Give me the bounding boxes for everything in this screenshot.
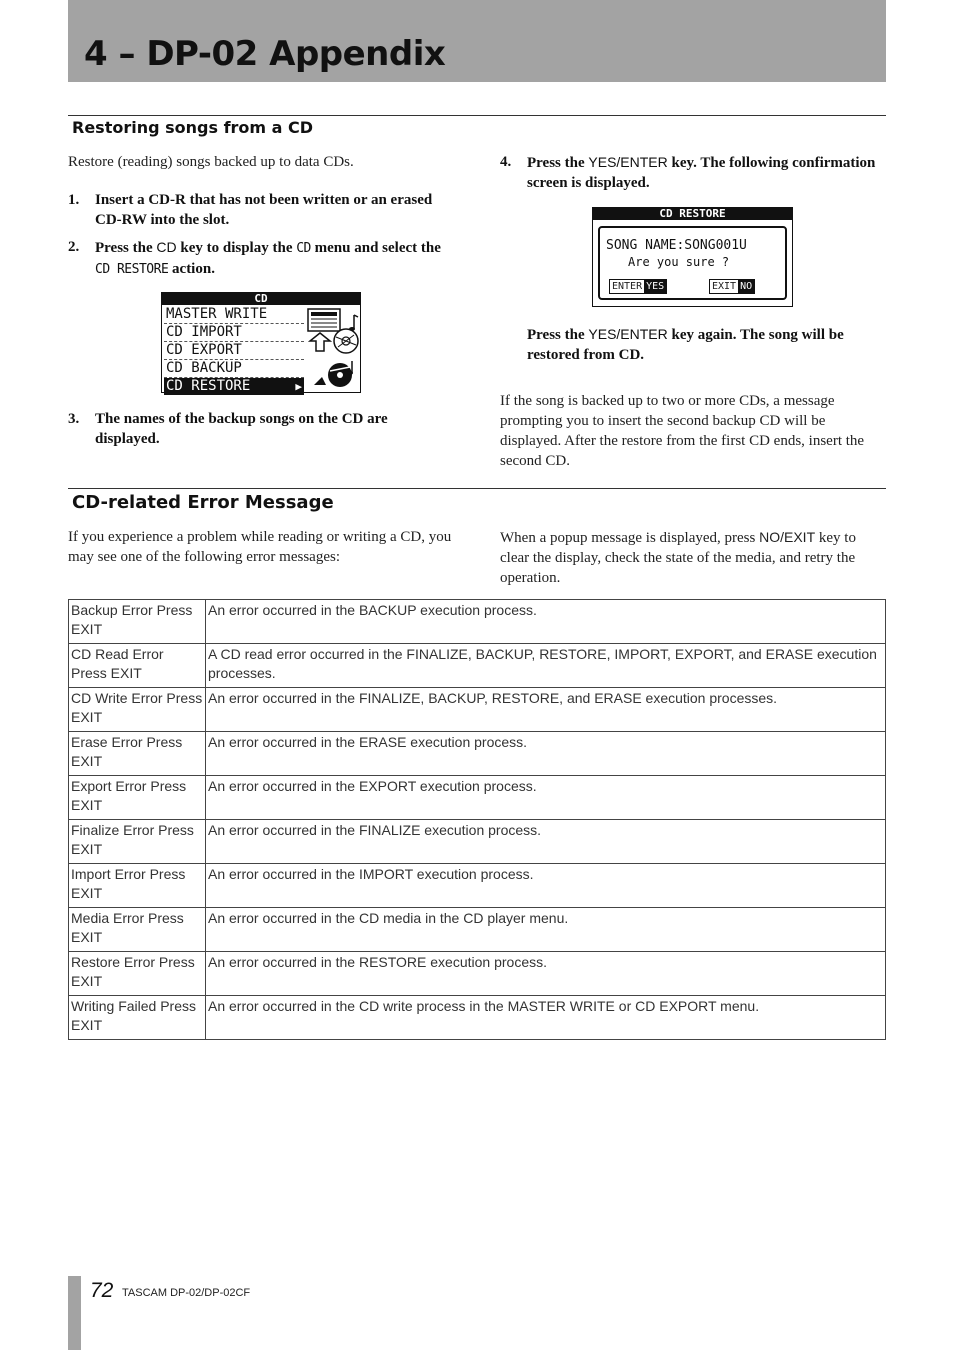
table-row: [69, 688, 886, 732]
lcd-menu-item-selected: [164, 378, 304, 395]
error-description-cell: An error occurred in the CD media in the CD player menu.: [206, 908, 886, 952]
lcd-title: CD RESTORE: [593, 208, 792, 220]
error-name-cell: Erase Error Press EXIT: [69, 732, 206, 776]
error-intro-right: [500, 527, 888, 588]
table-row: [69, 908, 886, 952]
error-name-cell: CD Write Error Press EXIT: [69, 688, 206, 732]
lcd-menu-item-label: CD RESTORE: [166, 378, 251, 394]
restore-intro: Restore (reading) songs backed up to data CDs.: [68, 154, 354, 170]
error-name-cell: CD Read Error Press EXIT: [69, 644, 206, 688]
cd-menu-label: CD: [296, 241, 311, 256]
lcd-button-key: ENTER: [612, 281, 643, 292]
lcd-menu-item: MASTER WRITE: [164, 306, 304, 324]
lcd-button-action: YES: [646, 281, 665, 292]
error-description-cell: An error occurred in the BACKUP execution process.: [206, 600, 886, 644]
lcd-menu-list: [164, 306, 304, 395]
yes-enter-key-label: YES/ENTER: [588, 154, 668, 170]
chapter-header: [68, 0, 886, 82]
step-number: 3.: [68, 411, 80, 427]
lcd-menu-item: CD BACKUP: [164, 360, 304, 378]
lcd-song-name: SONG NAME:SONG001U: [606, 238, 747, 253]
multi-cd-note: If the song is backed up to two or more CDs, a message prompting you to insert the second backup CD will be displayed. After the restore from the first CD ends, insert the second CD.: [500, 393, 865, 469]
table-row: [69, 644, 886, 688]
step-4-followup: [500, 324, 884, 365]
lcd-menu-item: CD IMPORT: [164, 324, 304, 342]
error-name-cell: Restore Error Press EXIT: [69, 952, 206, 996]
error-name-cell: Media Error Press EXIT: [69, 908, 206, 952]
step-text: [500, 152, 884, 193]
footer-brand: TASCAM DP-02/DP-02CF: [122, 1287, 251, 1299]
error-section-title: CD-related Error Message: [72, 492, 334, 513]
lcd-button-action: NO: [740, 281, 753, 292]
lcd-enter-yes-button: [609, 279, 667, 294]
error-description-cell: An error occurred in the EXPORT execution process.: [206, 776, 886, 820]
error-description-cell: An error occurred in the IMPORT execution process.: [206, 864, 886, 908]
text-fragment: key to clear the display, check the state of the media, and retry the operation.: [500, 530, 856, 586]
table-row: [69, 864, 886, 908]
yes-enter-key-label: YES/ENTER: [588, 326, 668, 342]
step-number: 1.: [68, 192, 80, 208]
text-fragment: Press the: [527, 327, 589, 343]
text-fragment: key to display the: [176, 240, 297, 256]
table-row: [69, 820, 886, 864]
text-fragment: When a popup message is displayed, press: [500, 530, 760, 546]
cd-key-label: CD: [156, 239, 177, 255]
text-fragment: menu and select the: [310, 240, 441, 256]
section-rule: [68, 115, 886, 116]
lcd-exit-no-button: [709, 279, 755, 294]
footer-bar: [68, 1276, 81, 1350]
step-4: [500, 152, 884, 193]
step-text: [500, 324, 884, 365]
section-rule: [68, 488, 886, 489]
text-fragment: Press the: [527, 155, 589, 171]
step-1: [68, 190, 448, 230]
text-fragment: Press the: [95, 240, 157, 256]
text-fragment: key. The following confirmation screen is displayed.: [527, 155, 876, 191]
restore-section-title: Restoring songs from a CD: [72, 118, 314, 137]
error-description-cell: An error occurred in the FINALIZE, BACKUP, RESTORE, and ERASE execution processes.: [206, 688, 886, 732]
lcd-cd-menu-screen: [161, 292, 361, 393]
error-name-cell: Backup Error Press EXIT: [69, 600, 206, 644]
table-row: [69, 600, 886, 644]
triangle-right-icon: ▶: [295, 380, 302, 393]
table-row: [69, 996, 886, 1040]
page-number: 72: [90, 1279, 114, 1302]
text-fragment: action.: [168, 261, 215, 277]
cd-menu-illustration-icon: [306, 307, 360, 391]
error-description-cell: A CD read error occurred in the FINALIZE, BACKUP, RESTORE, IMPORT, EXPORT, and ERASE execution processes.: [206, 644, 886, 688]
error-description-cell: An error occurred in the ERASE execution process.: [206, 732, 886, 776]
step-3: [68, 409, 448, 449]
step-text: [68, 237, 448, 280]
error-description-cell: An error occurred in the RESTORE execution process.: [206, 952, 886, 996]
error-description-cell: An error occurred in the FINALIZE execution process.: [206, 820, 886, 864]
error-name-cell: Import Error Press EXIT: [69, 864, 206, 908]
text-fragment: key again. The song will be restored from CD.: [527, 327, 844, 363]
error-name-cell: Finalize Error Press EXIT: [69, 820, 206, 864]
error-message-table: [68, 599, 886, 1040]
cd-restore-action-label: CD RESTORE: [95, 262, 169, 277]
step-text: Insert a CD-R that has not been written or an erased CD-RW into the slot.: [95, 192, 433, 228]
table-row: [69, 952, 886, 996]
lcd-cd-restore-confirm-screen: [592, 207, 793, 307]
step-text: The names of the backup songs on the CD are displayed.: [95, 411, 388, 447]
lcd-menu-item: CD EXPORT: [164, 342, 304, 360]
lcd-confirm-question: Are you sure ?: [628, 255, 730, 269]
step-number: 4.: [500, 154, 512, 170]
table-row: [69, 732, 886, 776]
no-exit-key-label: NO/EXIT: [759, 529, 816, 545]
lcd-confirm-dialog: [598, 226, 787, 300]
error-name-cell: Export Error Press EXIT: [69, 776, 206, 820]
chapter-title: 4 – DP-02 Appendix: [84, 34, 446, 74]
table-row: [69, 776, 886, 820]
error-description-cell: An error occurred in the CD write process in the MASTER WRITE or CD EXPORT menu.: [206, 996, 886, 1040]
step-2: [68, 237, 448, 280]
step-number: 2.: [68, 239, 80, 255]
error-intro-left: If you experience a problem while reading or writing a CD, you may see one of the following error messages:: [68, 529, 452, 565]
error-name-cell: Writing Failed Press EXIT: [69, 996, 206, 1040]
lcd-title: CD: [162, 293, 360, 305]
lcd-button-key: EXIT: [712, 281, 737, 292]
